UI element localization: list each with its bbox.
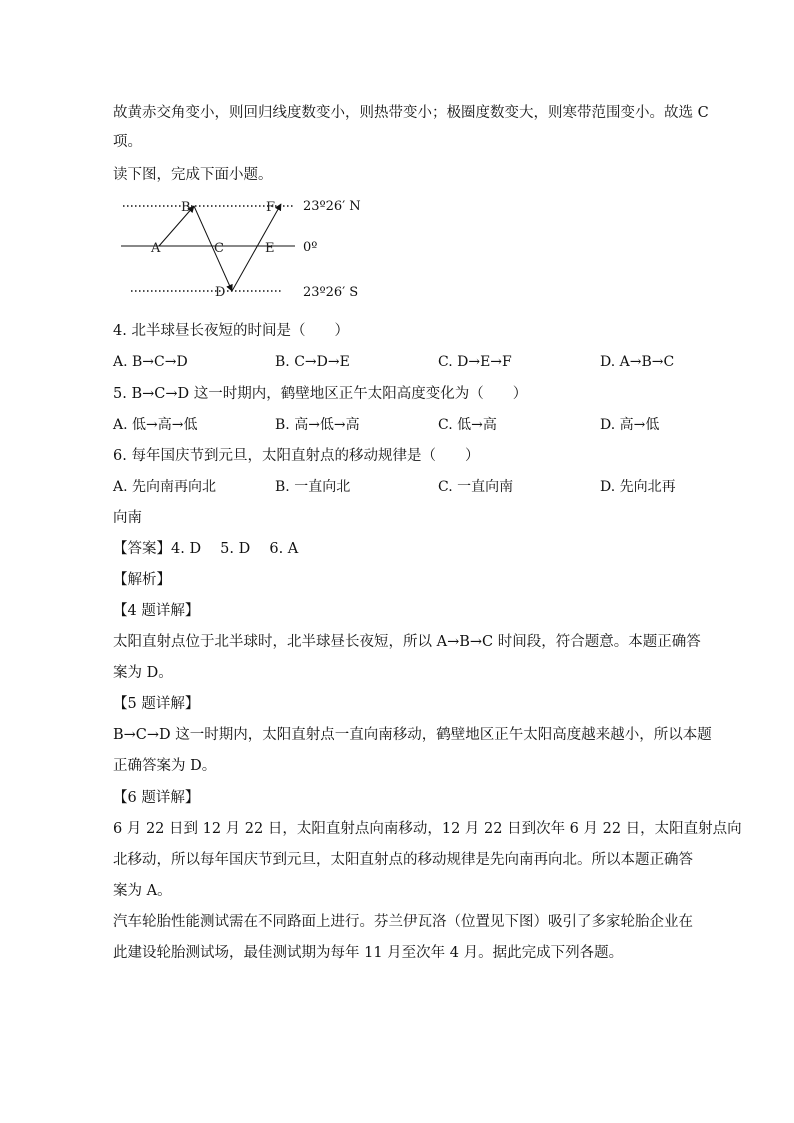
previous-explanation-line-2: 项。 [113,134,142,150]
question-5-option-c: C. 低→高 [438,417,497,433]
detail-5-line-2: 正确答案为 D。 [113,758,217,774]
detail-6-line-1: 6 月 22 日到 12 月 22 日，太阳直射点向南移动，12 月 22 日到次年 6 月 22 日，太阳直射点向 [113,821,742,837]
detail-6-line-3: 案为 A。 [113,883,172,899]
detail-6-line-2: 北移动，所以每年国庆节到元旦，太阳直射点的移动规律是先向南再向北。所以本题正确答 [113,852,693,868]
latitude-label-south: 23º26′ S [303,285,359,300]
point-label-c: C [214,241,224,256]
arrow-b-to-d [194,206,232,291]
question-6-option-a: A. 先向南再向北 [113,479,217,495]
next-material-line-2: 此建设轮胎测试场，最佳测试期为每年 11 月至次年 4 月。据此完成下列各题。 [113,945,624,961]
next-material-line-1: 汽车轮胎性能测试需在不同路面上进行。芬兰伊瓦洛（位置见下图）吸引了多家轮胎企业在 [113,914,693,930]
question-6-option-d-continued: 向南 [113,510,142,526]
point-label-e: E [265,241,275,256]
detail-4-heading: 【4 题详解】 [113,603,200,619]
previous-explanation-line-1: 故黄赤交角变小，则回归线度数变小，则热带变小；极圈度数变大，则寒带范围变小。故选 C [113,105,709,121]
point-label-f: F [266,200,276,215]
answer-label: 【答案】 [113,541,171,557]
question-4-option-b: B. C→D→E [275,354,350,370]
question-5-option-d: D. 高→低 [600,417,660,433]
question-4-option-a: A. B→C→D [113,354,188,370]
question-4-stem: 4. 北半球昼长夜短的时间是（ ） [113,323,349,339]
detail-4-line-2: 案为 D。 [113,665,173,681]
sun-direct-point-diagram [113,190,403,300]
question-5-stem: 5. B→C→D 这一时期内，鹤壁地区正午太阳高度变化为（ ） [113,386,528,402]
question-4-option-c: C. D→E→F [438,354,512,370]
question-4-option-d: D. A→B→C [600,354,675,370]
question-5-option-b: B. 高→低→高 [275,417,360,433]
latitude-label-equator: 0º [303,240,318,255]
question-6-option-d: D. 先向北再 [600,479,676,495]
analysis-heading: 【解析】 [113,572,171,588]
reading-instruction: 读下图，完成下面小题。 [113,167,273,183]
question-6-stem: 6. 每年国庆节到元旦，太阳直射点的移动规律是（ ） [113,448,480,464]
point-label-b: B [181,200,191,215]
question-6-option-b: B. 一直向北 [275,479,351,495]
answer-line [113,539,683,559]
point-label-d: D [215,285,226,300]
point-label-a: A [151,241,161,256]
question-6-option-c: C. 一直向南 [438,479,514,495]
detail-5-heading: 【5 题详解】 [113,696,200,712]
latitude-label-north: 23º26′ N [303,199,361,214]
detail-4-line-1: 太阳直射点位于北半球时，北半球昼长夜短，所以 A→B→C 时间段，符合题意。本题正确答 [113,634,701,650]
detail-5-line-1: B→C→D 这一时期内，太阳直射点一直向南移动，鹤壁地区正午太阳高度越来越小，所以本题 [113,727,712,743]
question-5-option-a: A. 低→高→低 [113,417,198,433]
answer-text: 4. D 5. D 6. A [171,541,299,557]
detail-6-heading: 【6 题详解】 [113,790,200,806]
